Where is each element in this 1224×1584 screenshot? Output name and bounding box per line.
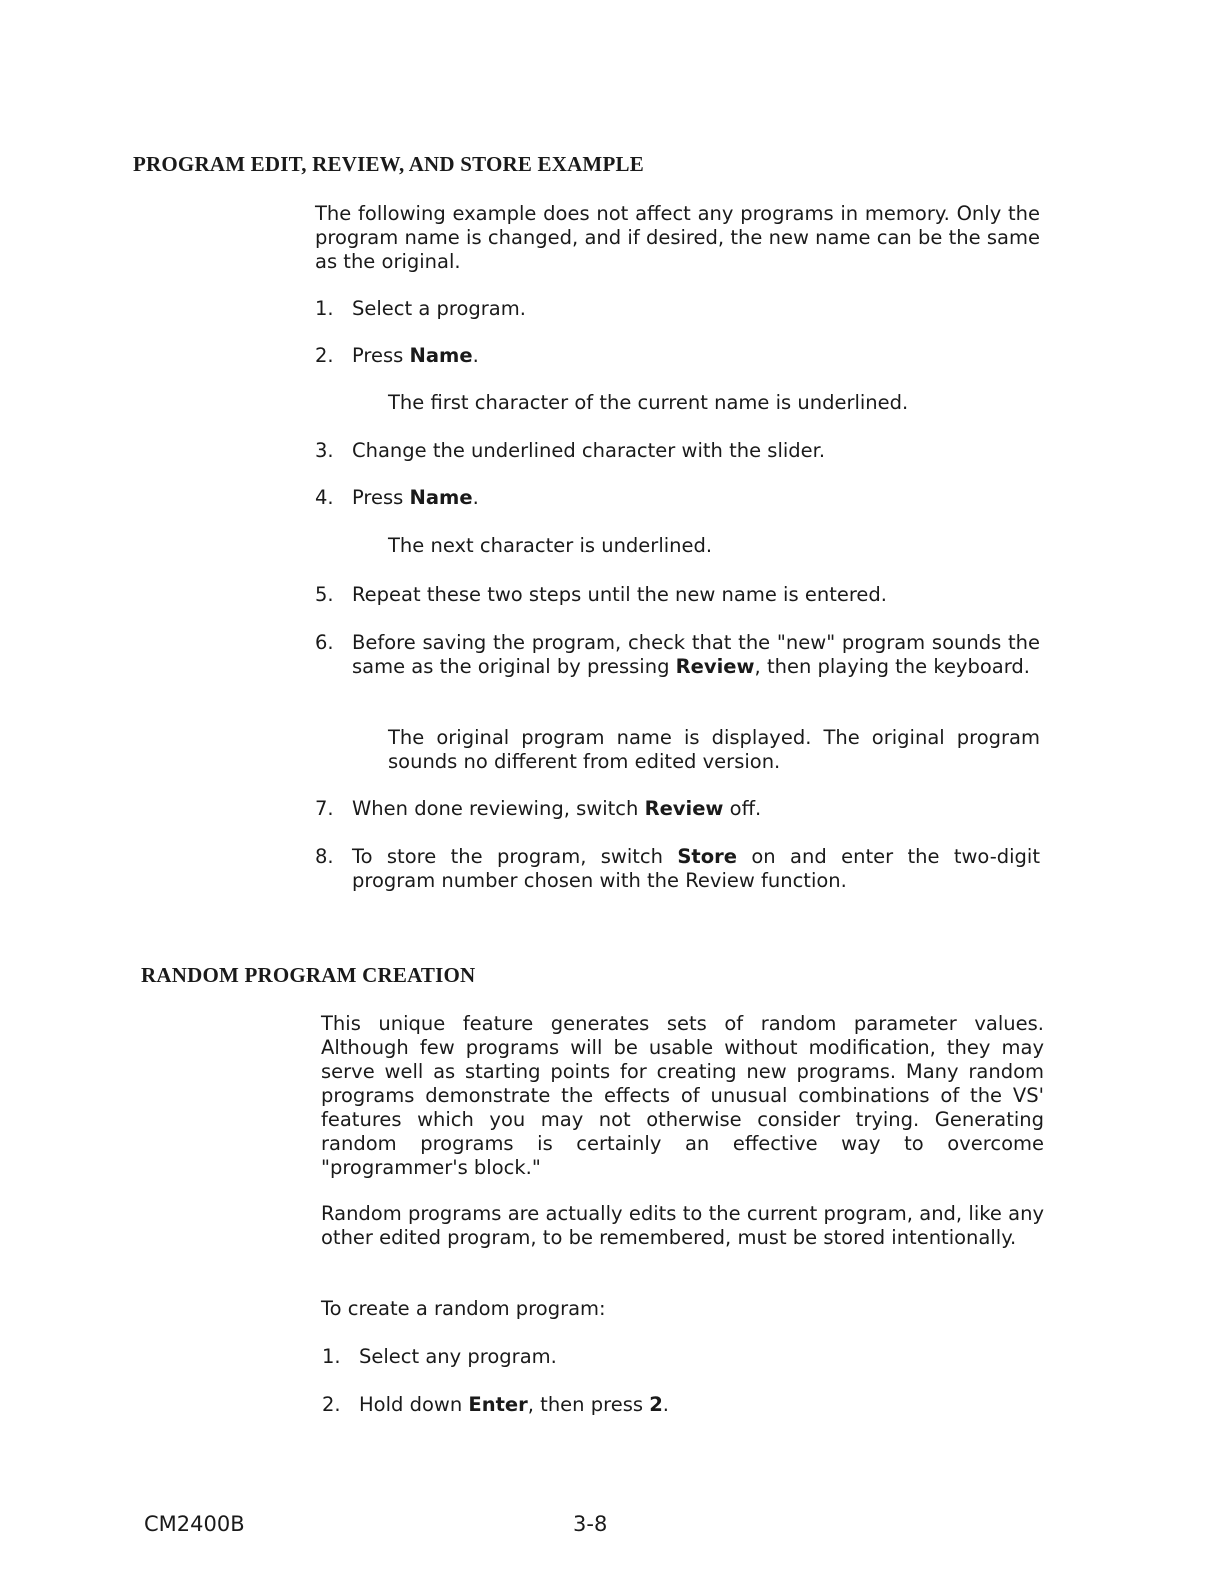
step-number: 1.	[315, 297, 334, 320]
key-review-label: Review	[675, 655, 755, 678]
random-edit-paragraph: Random programs are actually edits to the current program, and, like any other edited program, to be remembered, must be stored intentionally.	[321, 1202, 1044, 1249]
step-number: 2.	[322, 1393, 341, 1416]
random-intro-paragraph: This unique feature generates sets of random parameter values. Although few programs will be usable without modification, they may serve well as starting points for creating new programs. Many random programs demonstrate the effects of unusual combinations of the VS' features which you may not otherwise consider trying. Generating random programs is certainly an effective way to overcome "programmer's block."	[321, 1012, 1044, 1179]
list-item	[315, 583, 1040, 607]
step-text	[352, 631, 1040, 679]
step-text-post: , then playing the keyboard.	[754, 655, 1030, 678]
key-name-label: Name	[409, 486, 473, 509]
list-item	[322, 1345, 1044, 1369]
step-text-pre: When done reviewing, switch	[352, 797, 645, 820]
step-text: Select any program.	[359, 1345, 557, 1368]
step-number: 1.	[322, 1345, 341, 1368]
random-howto-lead: To create a random program:	[321, 1297, 606, 1320]
step-number: 3.	[315, 439, 334, 462]
step-number: 7.	[315, 797, 334, 820]
step-text-post: on and enter the two-digit program number chosen with the Review function.	[352, 845, 1040, 892]
step-number: 2.	[315, 344, 334, 367]
list-item	[315, 797, 1040, 821]
step-text-pre: Hold down	[359, 1393, 469, 1416]
step-number: 8.	[315, 845, 334, 868]
list-item	[322, 1393, 1044, 1417]
step-number: 4.	[315, 486, 334, 509]
key-review-label: Review	[644, 797, 724, 820]
list-item	[315, 631, 1040, 679]
step-text: Change the underlined character with the slider.	[352, 439, 826, 462]
step-text-post: .	[472, 486, 479, 509]
key-enter-label: Enter	[468, 1393, 528, 1416]
step-text-post: .	[662, 1393, 669, 1416]
section-heading-edit-review-store: PROGRAM EDIT, REVIEW, AND STORE EXAMPLE	[133, 152, 644, 176]
step-text	[352, 486, 1040, 510]
step-text-post: .	[472, 344, 479, 367]
list-item	[315, 439, 1040, 463]
step-text: Select a program.	[352, 297, 526, 320]
step-number: 5.	[315, 583, 334, 606]
step-text-pre: To store the program, switch	[352, 845, 678, 868]
step-text-pre: Press	[352, 344, 410, 367]
step-text-pre: Press	[352, 486, 410, 509]
list-item	[315, 344, 1040, 368]
key-name-label: Name	[409, 344, 473, 367]
step-text	[352, 344, 1040, 368]
page-number: 3-8	[573, 1512, 608, 1536]
list-item	[315, 297, 1040, 321]
step-text	[359, 1393, 1044, 1417]
list-item	[315, 845, 1040, 893]
document-id: CM2400B	[144, 1512, 245, 1536]
intro-paragraph: The following example does not affect any programs in memory. Only the program name is changed, and if desired, the new name can be the same as the original.	[315, 202, 1040, 273]
key-2-label: 2	[649, 1393, 663, 1416]
step-text-mid: , then press	[527, 1393, 650, 1416]
step-text-pre: Before saving the program, check that the "new" program sounds the same as the original by pressing	[352, 631, 1040, 678]
step-text: Repeat these two steps until the new name is entered.	[352, 583, 887, 606]
step-text-post: off.	[723, 797, 762, 820]
step-text	[352, 845, 1040, 893]
step-note: The first character of the current name is underlined.	[388, 391, 909, 414]
step-note: The original program name is displayed. The original program sounds no different from edited version.	[388, 726, 1040, 773]
list-item	[315, 486, 1040, 510]
step-text	[352, 797, 1040, 821]
step-number: 6.	[315, 631, 334, 654]
step-note: The next character is underlined.	[388, 534, 713, 557]
key-store-label: Store	[677, 845, 737, 868]
section-heading-random-program: RANDOM PROGRAM CREATION	[141, 963, 476, 987]
